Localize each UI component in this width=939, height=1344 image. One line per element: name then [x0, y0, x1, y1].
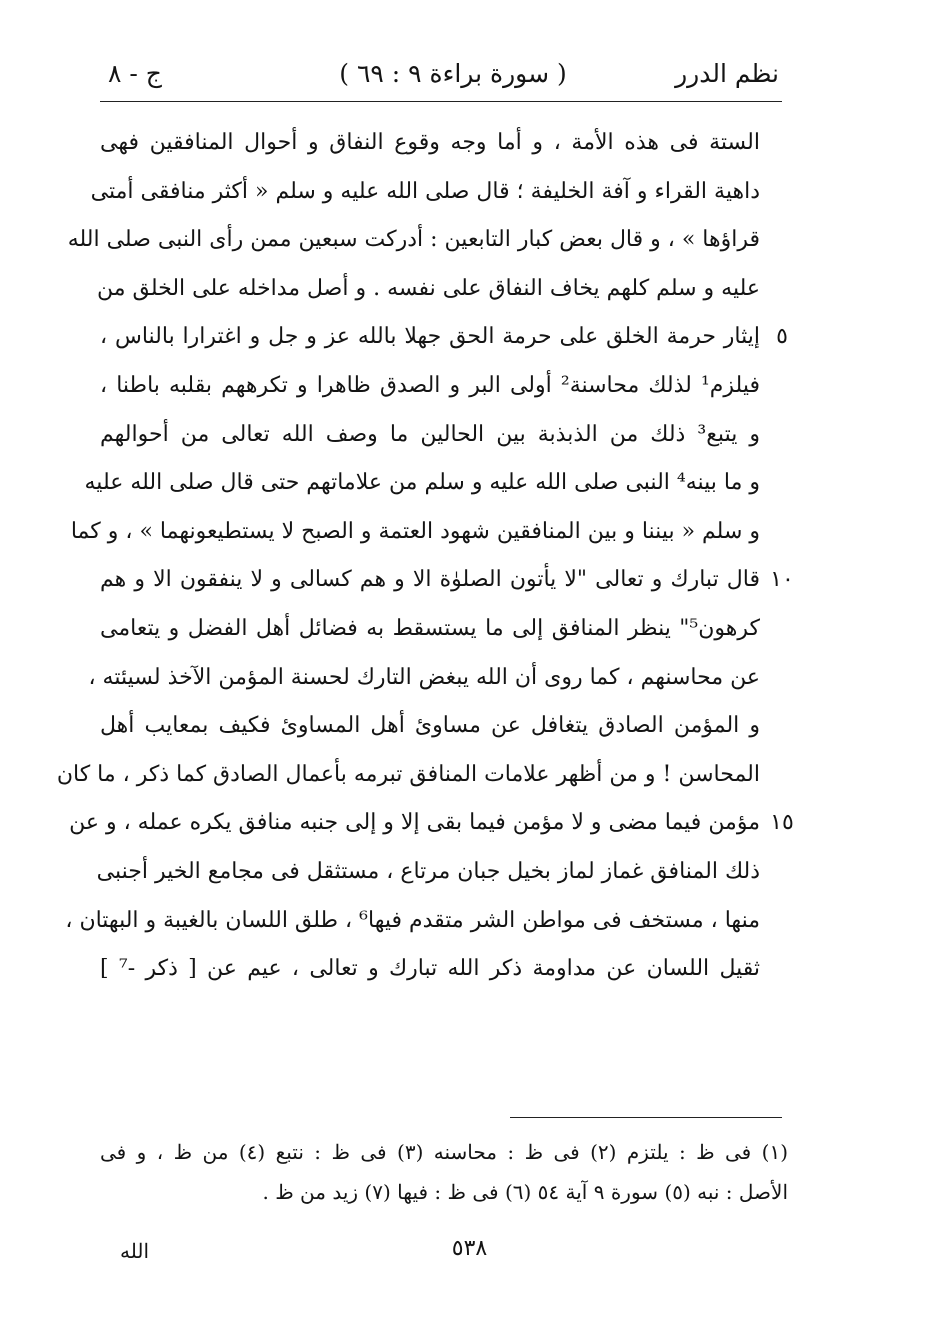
text-line: و ما بينه⁴ النبى صلى الله عليه و سلم من علاماتهم حتى قال صلى الله عليه	[84, 470, 760, 496]
text-line: و يتبع³ ذلك من الذبذبة بين الحالين ما وصف الله تعالى من أحوالهم	[100, 421, 760, 447]
footnote-line: (١) فى ظ : يلتزم (٢) فى ظ : محاسنه (٣) فى ظ : نتبع (٤) من ظ ، و فى	[100, 1140, 789, 1164]
text-line: منها ، مستخف فى مواطن الشر متقدم فيها⁶ ، طلق اللسان بالغيبة و البهتان ،	[65, 907, 760, 933]
text-line: عن محاسنهم ، كما روى أن الله يبغض التارك لحسنة المؤمن الآخذ لسيئته ،	[88, 664, 760, 690]
text-line: قراؤها » ، و قال بعض كبار التابعين : أدركت سبعين ممن رأى النبى صلى الله	[67, 227, 760, 253]
text-line: ثقيل اللسان عن مداومة ذكر الله تبارك و تعالى ، عيم عن [ ذكر -⁷ ]	[100, 956, 761, 982]
text-line: فيلزم¹ لذلك محاسنة² أولى البر و الصدق ظاهرا و تكرههم بقلبه باطنا ،	[100, 372, 760, 398]
line-number: ٥	[776, 324, 788, 350]
main-text-block	[56, 119, 761, 994]
text-line: مؤمن فيما مضى و لا مؤمن فيما بقى إلا و إلى جنبه منافق يكره عمله ، و عن	[69, 810, 760, 836]
text-line: و المؤمن الصادق يتغافل عن مساوئ أهل المساوئ فكيف بمعايب أهل	[100, 713, 760, 739]
header-rule	[100, 101, 782, 102]
running-head-title: نظم الدرر	[675, 59, 779, 88]
catchword: الله	[120, 1239, 149, 1263]
line-number: ١٠	[770, 567, 794, 593]
text-line: و سلم « بيننا و بين المنافقين شهود العتمة و الصبح لا يستطيعونهما » ، و كما	[70, 518, 760, 544]
running-head-volume: ج - ٨	[108, 59, 162, 88]
text-line: الستة فى هذه الأمة ، و أما وجه وقوع النفاق و أحوال المنافقين فهى	[100, 130, 760, 155]
running-head-surah-reference: ( سورة براءة ٩ : ٦٩ )	[339, 59, 567, 88]
text-line: كرهون⁵" ينظر المنافق إلى ما يستسقط به فضائل أهل الفضل و يتعامى	[100, 615, 760, 641]
page-number: ٥٣٨	[451, 1236, 488, 1261]
text-line: ذلك المنافق غماز لماز بخيل جبان مرتاع ، مستثقل فى مجامع الخير أجنبى	[96, 858, 760, 884]
text-line: المحاسن ! و من أظهر علامات المنافق تبرمه بأعمال الصادق كما ذكر ، ما كان	[56, 761, 760, 787]
text-line: داهية القراء و آفة الخليفة ؛ قال صلى الله عليه و سلم « أكثر منافقى أمتى	[90, 178, 760, 204]
line-number: ١٥	[770, 810, 794, 836]
text-line: عليه و سلم كلهم يخاف النفاق على نفسه . و أصل مداخله على الخلق من	[97, 275, 760, 301]
footnotes-block	[100, 1132, 788, 1212]
footnote-rule	[510, 1117, 782, 1118]
text-line: قال تبارك و تعالى "لا يأتون الصلوٰة الا و هم كسالى و لا ينفقون الا و هم	[100, 567, 760, 593]
footnote-line: الأصل : نبه (٥) سورة ٩ آية ٥٤ (٦) فى ظ : فيها (٧) زيد من ظ .	[262, 1180, 788, 1204]
text-line: إيثار حرمة الخلق على حرمة الحق جهلا بالله عز و جل و اغترارا بالناس ،	[100, 324, 760, 350]
